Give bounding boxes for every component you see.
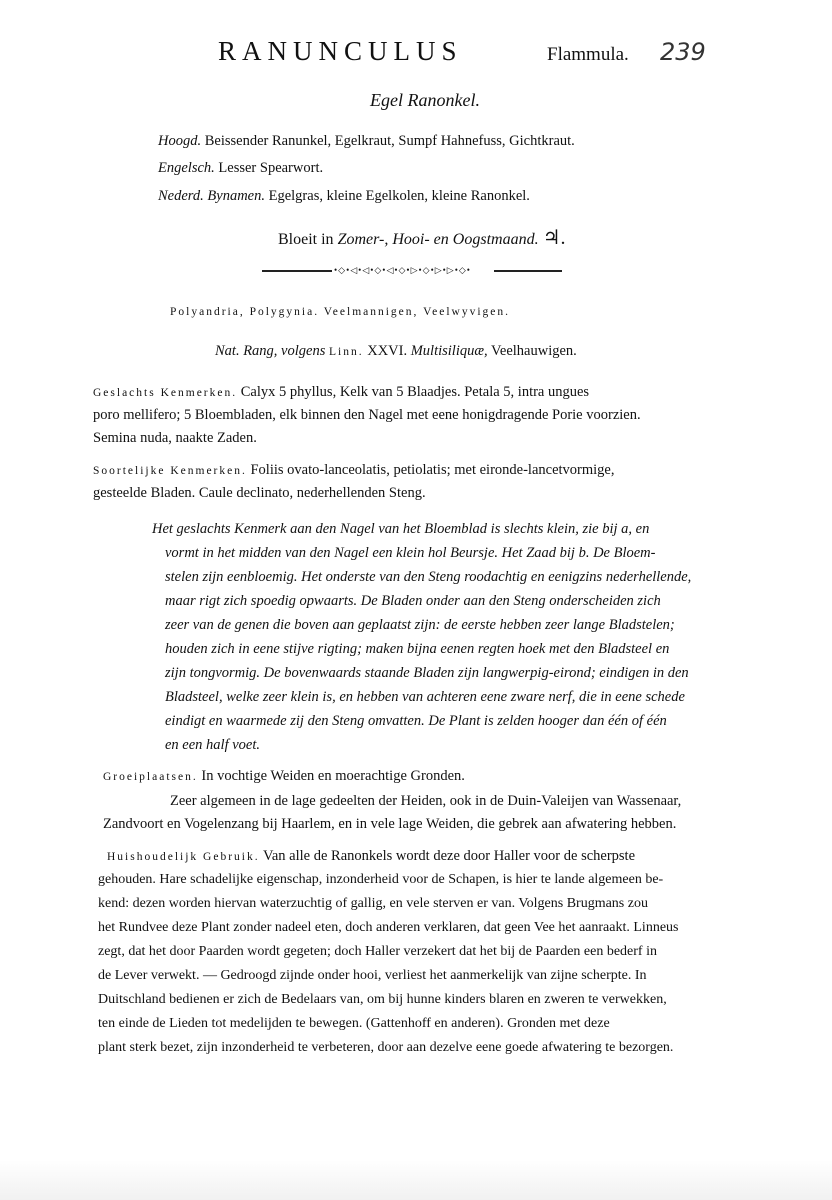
bloom-months: Zomer-, Hooi- en Oogstmaand. — [337, 231, 539, 248]
household-use-line: zegt, dat het door Paarden wordt gegeten; doch Haller verzekert dat het bij de Paarden een bederf in — [98, 944, 657, 959]
synonym-row-engelsch — [158, 160, 323, 177]
divider-rule-right — [494, 270, 562, 272]
synonym-text: Egelgras, kleine Egelkolen, kleine Ranonkel. — [268, 188, 530, 204]
synonym-text: Lesser Spearwort. — [218, 160, 324, 176]
natural-rank-line — [215, 343, 577, 360]
genus-characters-line-1 — [93, 384, 589, 401]
habitat-label: Groeiplaatsen. — [103, 771, 198, 783]
habitat-line-1 — [103, 768, 465, 785]
description-line: Het geslachts Kenmerk aan den Nagel van het Bloemblad is slechts klein, zie bij a, en — [152, 521, 650, 537]
scan-shadow — [0, 1160, 832, 1200]
species-characters-text: Foliis ovato-lanceolatis, petiolatis; met eironde-lancetvormige, — [250, 462, 615, 478]
household-use-line: ten einde de Lieden tot medelijden te bewegen. (Gattenhoff en anderen). Gronden met deze — [98, 1016, 610, 1031]
synonym-label: Nederd. Bynamen. — [158, 188, 265, 204]
divider-ornament: •◇•◁•◁•◇•◁•◇•▷•◇•▷•▷•◇• — [334, 265, 471, 275]
divider-rule-left — [262, 270, 332, 272]
description-line: eindigt en waarmede zij den Steng omvatten. De Plant is zelden hooger dan één of één — [165, 713, 667, 729]
ornamental-divider — [262, 266, 562, 276]
species-characters-line-2: gesteelde Bladen. Caule declinato, nederhellenden Steng. — [93, 485, 426, 501]
rank-dutch: Veelhauwigen. — [491, 343, 577, 359]
household-use-line: plant sterk bezet, zijn inzonderheid te verbeteren, door aan dezelve eene goede afwatering te bezorgen. — [98, 1040, 674, 1055]
species-characters-label: Soortelijke Kenmerken. — [93, 465, 247, 477]
perennial-symbol: ♃. — [542, 227, 566, 249]
synonym-row-nederd — [158, 188, 530, 205]
description-line: Bladsteel, welke zeer klein is, en hebben van achteren eene zware nerf, die in eene schede — [165, 689, 685, 705]
genus-characters-label: Geslachts Kenmerken. — [93, 387, 238, 399]
genus-title: RANUNCULUS — [218, 36, 463, 66]
bloom-line — [278, 225, 566, 250]
species-characters-line-1 — [93, 462, 615, 479]
synonym-label: Hoogd. — [158, 133, 202, 149]
linnaeus-name: Linn. — [328, 346, 364, 358]
genus-characters-text: Calyx 5 phyllus, Kelk van 5 Blaadjes. Petala 5, intra ungues — [240, 384, 590, 400]
bloom-prefix: Bloeit in — [278, 231, 334, 248]
handwritten-page-number: 239 — [660, 38, 706, 66]
synonym-row-hoogd — [158, 133, 575, 150]
rank-number: XXVI. — [367, 343, 408, 359]
description-line: vormt in het midden van den Nagel een klein hol Beursje. Het Zaad bij b. De Bloem- — [165, 545, 656, 561]
synonym-text: Beissender Ranunkel, Egelkraut, Sumpf Hahnefuss, Gichtkraut. — [204, 133, 575, 149]
household-use-text: Van alle de Ranonkels wordt deze door Haller voor de scherpste — [262, 848, 636, 864]
habitat-line-3: Zandvoort en Vogelenzang bij Haarlem, en in vele lage Weiden, die gebrek aan afwatering hebben. — [103, 816, 677, 832]
description-line: maar rigt zich spoedig opwaarts. De Bladen onder aan den Steng onderscheiden zich — [165, 593, 661, 609]
household-use-line: het Rundvee deze Plant zonder nadeel eten, doch anderen verklaren, dat geen Vee het aanraakt. Linneus — [98, 920, 679, 935]
habitat-text: In vochtige Weiden en moerachtige Gronden. — [201, 768, 465, 784]
synonym-label: Engelsch. — [158, 160, 215, 176]
genus-characters-line-3: Semina nuda, naakte Zaden. — [93, 430, 257, 446]
linnaean-system: Polyandria, Polygynia. Veelmannigen, Veelwyvigen. — [170, 306, 510, 318]
description-line: zeer van de genen die boven aan geplaatst zijn: de eerste hebben zeer lange Bladstelen; — [165, 617, 675, 633]
household-use-line: Duitschland bedienen er zich de Bedelaars van, om bij hunne kinders blaren en zweren te verwekken, — [98, 992, 667, 1007]
genus-characters-line-2: poro mellifero; 5 Bloembladen, elk binnen den Nagel met eene honigdragende Porie voorzien. — [93, 407, 641, 423]
nat-rang-label: Nat. Rang, volgens — [215, 343, 326, 359]
habitat-line-2: Zeer algemeen in de lage gedeelten der Heiden, ook in de Duin-Valeijen van Wassenaar, — [170, 793, 682, 809]
description-line: stelen zijn eenbloemig. Het onderste van den Steng roodachtig en eenigzins nederhellende, — [165, 569, 692, 585]
species-title: Flammula. — [547, 44, 629, 65]
household-use-label: Huishoudelijk Gebruik. — [107, 851, 260, 863]
household-use-line: gehouden. Hare schadelijke eigenschap, inzonderheid voor de Schapen, is hier te lande algemeen be- — [98, 872, 664, 887]
household-use-line-1 — [107, 848, 635, 865]
description-line: houden zich in eene stijve rigting; maken bijna eenen regten hoek met den Bladsteel en — [165, 641, 670, 657]
rank-name: Multisiliquæ, — [410, 343, 488, 359]
dutch-name: Egel Ranonkel. — [370, 90, 480, 110]
household-use-line: de Lever verwekt. — Gedroogd zijnde onder hooi, verliest het aanmerkelijk van zijne scherpte. In — [98, 968, 647, 983]
description-line: en een half voet. — [165, 737, 261, 753]
description-line: zijn tongvormig. De bovenwaards staande Bladen zijn langwerpig-eirond; eindigen in den — [165, 665, 689, 681]
household-use-line: kend: dezen worden hiervan waterzuchtig of gallig, en vele sterven er van. Volgens Brugmans zou — [98, 896, 648, 911]
